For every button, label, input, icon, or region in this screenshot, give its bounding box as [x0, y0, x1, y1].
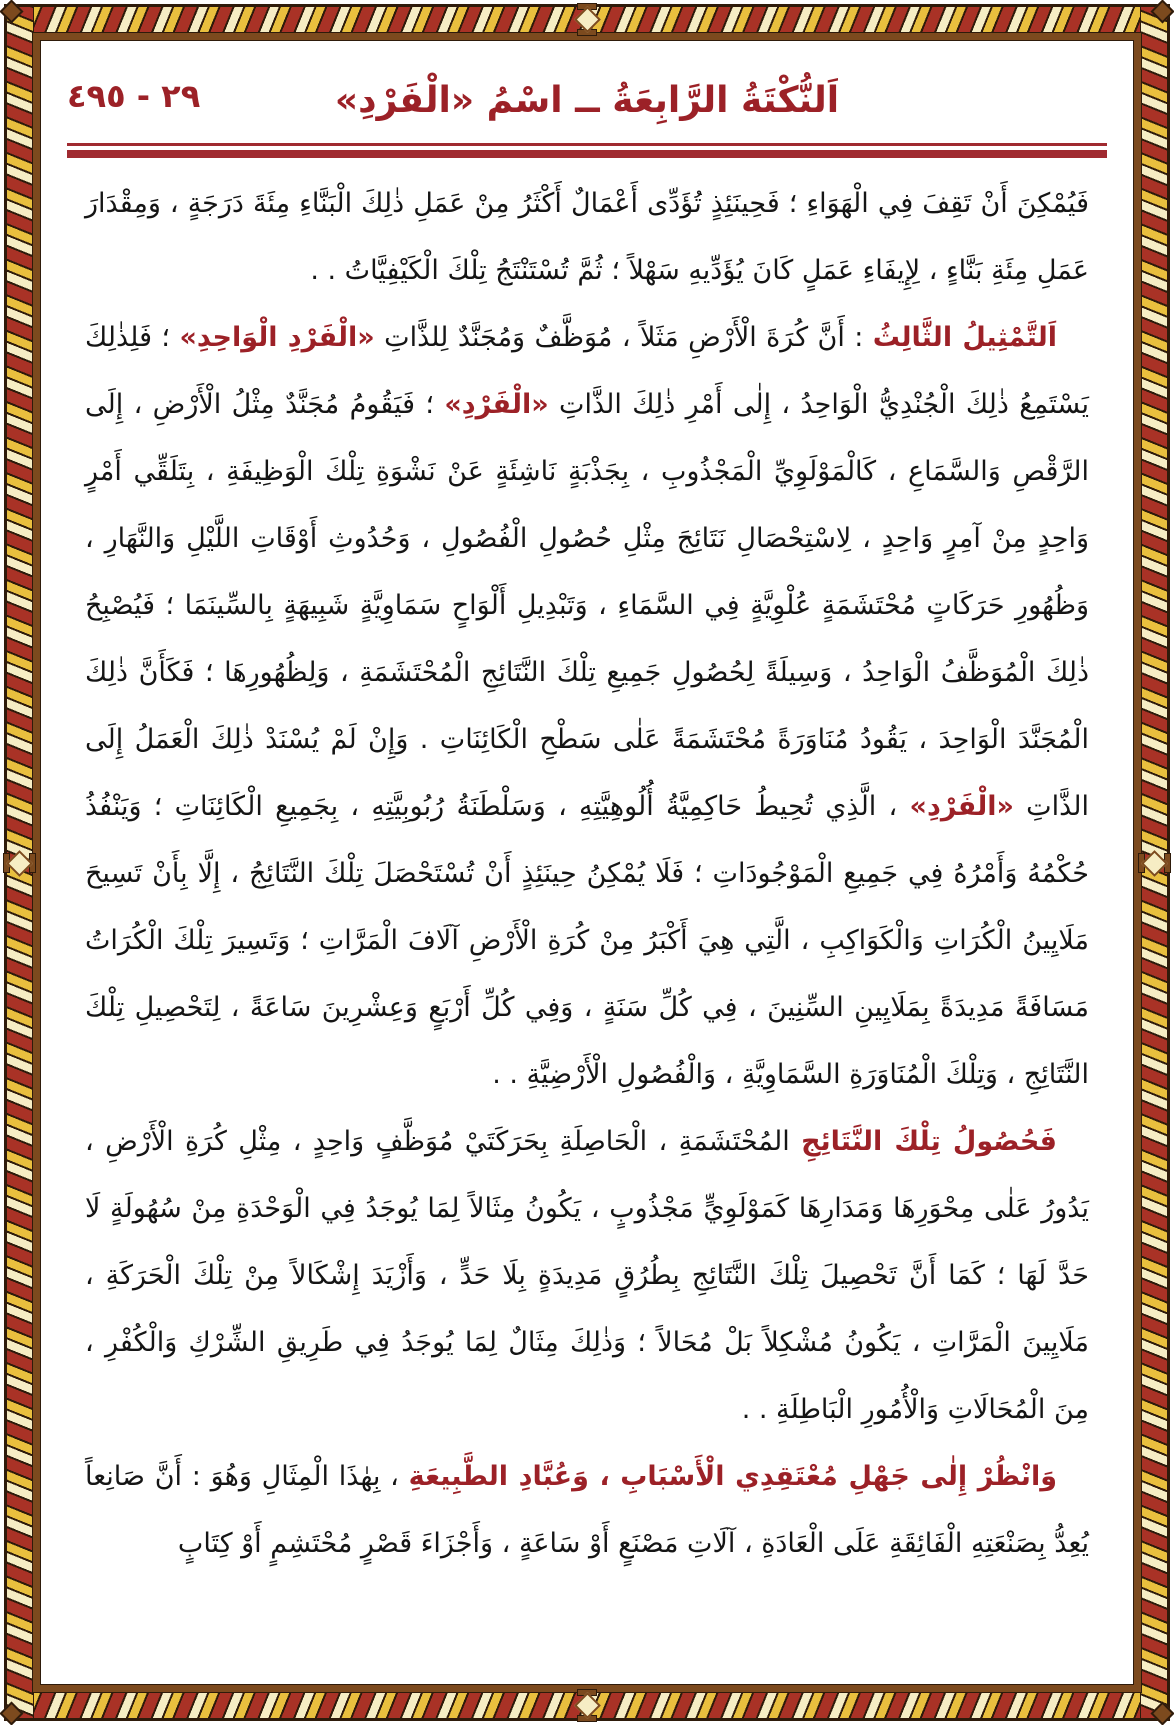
paragraph: [85, 170, 1089, 304]
emphasis-red-text: فَحُصُولُ تِلْكَ النَّتَائِجِ: [801, 1126, 1057, 1157]
body-text-segment: : أَنَّ كُرَةَ الْأَرْضِ مَثَلاً ، مُوَظَّفٌ وَمُجَنَّدٌ لِلذَّاتِ: [374, 322, 873, 353]
body-text-segment: ، بِهٰذَا الْمِثَالِ وَهُوَ : أَنَّ صَانِعاً يُعِدُّ بِصَنْعَتِهِ الْفَائِقَةِ عَلَى الْعَادَةِ ، آلَاتِ مَصْنَعٍ أَوْ سَاعَةٍ ، وَأَجْزَاءَ قَصْرٍ مُحْتَشِمٍ أَوْ كِتَابٍ: [85, 1461, 1089, 1559]
emphasis-red-text: اَلتَّمْثِيلُ الثَّالِثُ: [872, 322, 1057, 353]
paragraph: [85, 304, 1089, 1108]
emphasis-red-text: «الْفَرْدِ»: [444, 389, 549, 420]
paragraph: [85, 1443, 1089, 1577]
emphasis-red-text: «الْفَرْدِ»: [909, 791, 1014, 822]
divider-rule-thick: [67, 150, 1107, 158]
body-text-segment: ، الَّذِي تُحِيطُ حَاكِمِيَّةُ أُلُوهِيَّتِهِ ، وَسَلْطَنَةُ رُبُوبِيَّتِهِ ، بِجَمِيعِ الْكَائِنَاتِ ؛ وَيَنْفُذُ حُكْمُهُ وَأَمْرُهُ فِي جَمِيعِ الْمَوْجُودَاتِ ؛ فَلَا يُمْكِنُ حِينَئِذٍ أَنْ تُسْتَحْصَلَ تِلْكَ النَّتَائِجُ ، إِلَّا بِأَنْ تَسِيحَ مَلَايِينُ الْكُرَاتِ وَالْكَوَاكِبِ ، الَّتِي هِيَ أَكْبَرُ مِنْ كُرَةِ الْأَرْضِ آلَافَ الْمَرَّاتِ ؛ وَتَسِيرَ تِلْكَ الْكُرَاتُ مَسَافَةً مَدِيدَةً بِمَلَايِينِ السِّنِينَ ، فِي كُلِّ سَنَةٍ ، وَفِي كُلِّ أَرْبَعٍ وَعِشْرِينَ سَاعَةً ، لِتَحْصِيلِ تِلْكَ النَّتَائِجِ ، وَتِلْكَ الْمُنَاوَرَةِ السَّمَاوِيَّةِ ، وَالْفُصُولِ الْأَرْضِيَّةِ . .: [85, 791, 1089, 1090]
body-text-segment: المُحْتَشَمَةِ ، الْحَاصِلَةِ بِحَرَكَتَيْ مُوَظَّفٍ وَاحِدٍ ، مِثْلِ كُرَةِ الْأَرْضِ ، يَدُورُ عَلٰى مِحْوَرِهَا وَمَدَارِهَا كَمَوْلَوِيٍّ مَجْذُوبٍ ، يَكُونُ مِثَالاً لِمَا يُوجَدُ فِي الْوَحْدَةِ مِنْ سُهُولَةٍ لَا حَدَّ لَهَا ؛ كَمَا أَنَّ تَحْصِيلَ تِلْكَ النَّتَائِجِ بِطُرُقٍ مَدِيدَةٍ بِلَا حَدٍّ ، وَأَزْيَدَ إِشْكَالاً مِنْ تِلْكَ الْحَرَكَةِ ، مَلَايِينَ الْمَرَّاتِ ، يَكُونُ مُشْكِلاً بَلْ مُحَالاً ؛ وَذٰلِكَ مِثَالٌ لِمَا يُوجَدُ فِي طَرِيقِ الشِّرْكِ وَالْكُفْرِ ، مِنَ الْمُحَالَاتِ وَالْأُمُورِ الْبَاطِلَةِ . .: [85, 1126, 1089, 1425]
paragraph: [85, 1108, 1089, 1443]
body-text-segment: فَيُمْكِنَ أَنْ تَقِفَ فِي الْهَوَاءِ ؛ فَحِينَئِذٍ تُؤَدِّى أَعْمَالٌ أَكْثَرُ مِنْ عَمَلِ ذٰلِكَ الْبَنَّاءِ مِئَةَ دَرَجَةٍ ، وَمِقْدَارَ عَمَلِ مِئَةِ بَنَّاءٍ ، لِإِيفَاءِ عَمَلٍ كَانَ يُؤَدِّيهِ سَهْلاً ؛ ثُمَّ تُسْتَنْتَجُ تِلْكَ الْكَيْفِيَّاتُ . .: [85, 188, 1089, 286]
body-text-segment: ؛ فَيَقُومُ مُجَنَّدٌ مِثْلُ الْأَرْضِ ، إِلَى الرَّقْصِ وَالسَّمَاعِ ، كَالْمَوْلَوِيِّ الْمَجْذُوبِ ، بِجَذْبَةٍ نَاشِئَةٍ عَنْ نَشْوَةِ تِلْكَ الْوَظِيفَةِ ، بِتَلَقِّي أَمْرٍ وَاحِدٍ مِنْ آمِرٍ وَاحِدٍ ، لِاسْتِحْصَالِ نَتَائِجَ مِثْلِ حُصُولِ الْفُصُولِ ، وَحُدُوثِ أَوْقَاتِ اللَّيْلِ وَالنَّهَارِ ، وَظُهُورِ حَرَكَاتٍ مُحْتَشَمَةٍ عُلْوِيَّةٍ فِي السَّمَاءِ ، وَتَبْدِيلِ أَلْوَاحٍ سَمَاوِيَّةٍ شَبِيهَةٍ بِالسِّينَمَا ؛ فَيُصْبِحُ ذٰلِكَ الْمُوَظَّفُ الْوَاحِدُ ، وَسِيلَةً لِحُصُولِ جَمِيعِ تِلْكَ النَّتَائِجِ الْمُحْتَشَمَةِ ، وَلِظُهُورِهَا ؛ فَكَأَنَّ ذٰلِكَ الْمُجَنَّدَ الْوَاحِدَ ، يَقُودُ مُنَاوَرَةً مُحْتَشَمَةً عَلٰى سَطْحِ الْكَائِنَاتِ . وَإِنْ لَمْ يُسْنَدْ ذٰلِكَ الْعَمَلُ إِلَى الذَّاتِ: [85, 389, 1090, 822]
page-header: [65, 69, 1109, 133]
emphasis-red-text: «الْفَرْدِ الْوَاحِدِ»: [179, 322, 375, 353]
emphasis-red-text: وَانْظُرْ إِلٰى جَهْلِ مُعْتَقِدِي الْأَسْبَابِ ، وَعُبَّادِ الطَّبِيعَةِ: [408, 1461, 1057, 1492]
page-title: اَلنُّكْتَةُ الرَّابِعَةُ ــ اسْمُ «الْفَرْدِ»: [334, 80, 840, 121]
body-text-segment: ؛ فَلِذٰلِكَ يَسْتَمِعُ ذٰلِكَ الْجُنْدِيُّ الْوَاحِدُ ، إِلٰى أَمْرِ ذٰلِكَ الذَّاتِ: [85, 322, 1089, 420]
page-number: ٢٩ - ٤٩٥: [67, 77, 201, 115]
body-text: [85, 170, 1089, 1577]
header-divider: [67, 143, 1107, 158]
page-content: [41, 41, 1133, 1684]
